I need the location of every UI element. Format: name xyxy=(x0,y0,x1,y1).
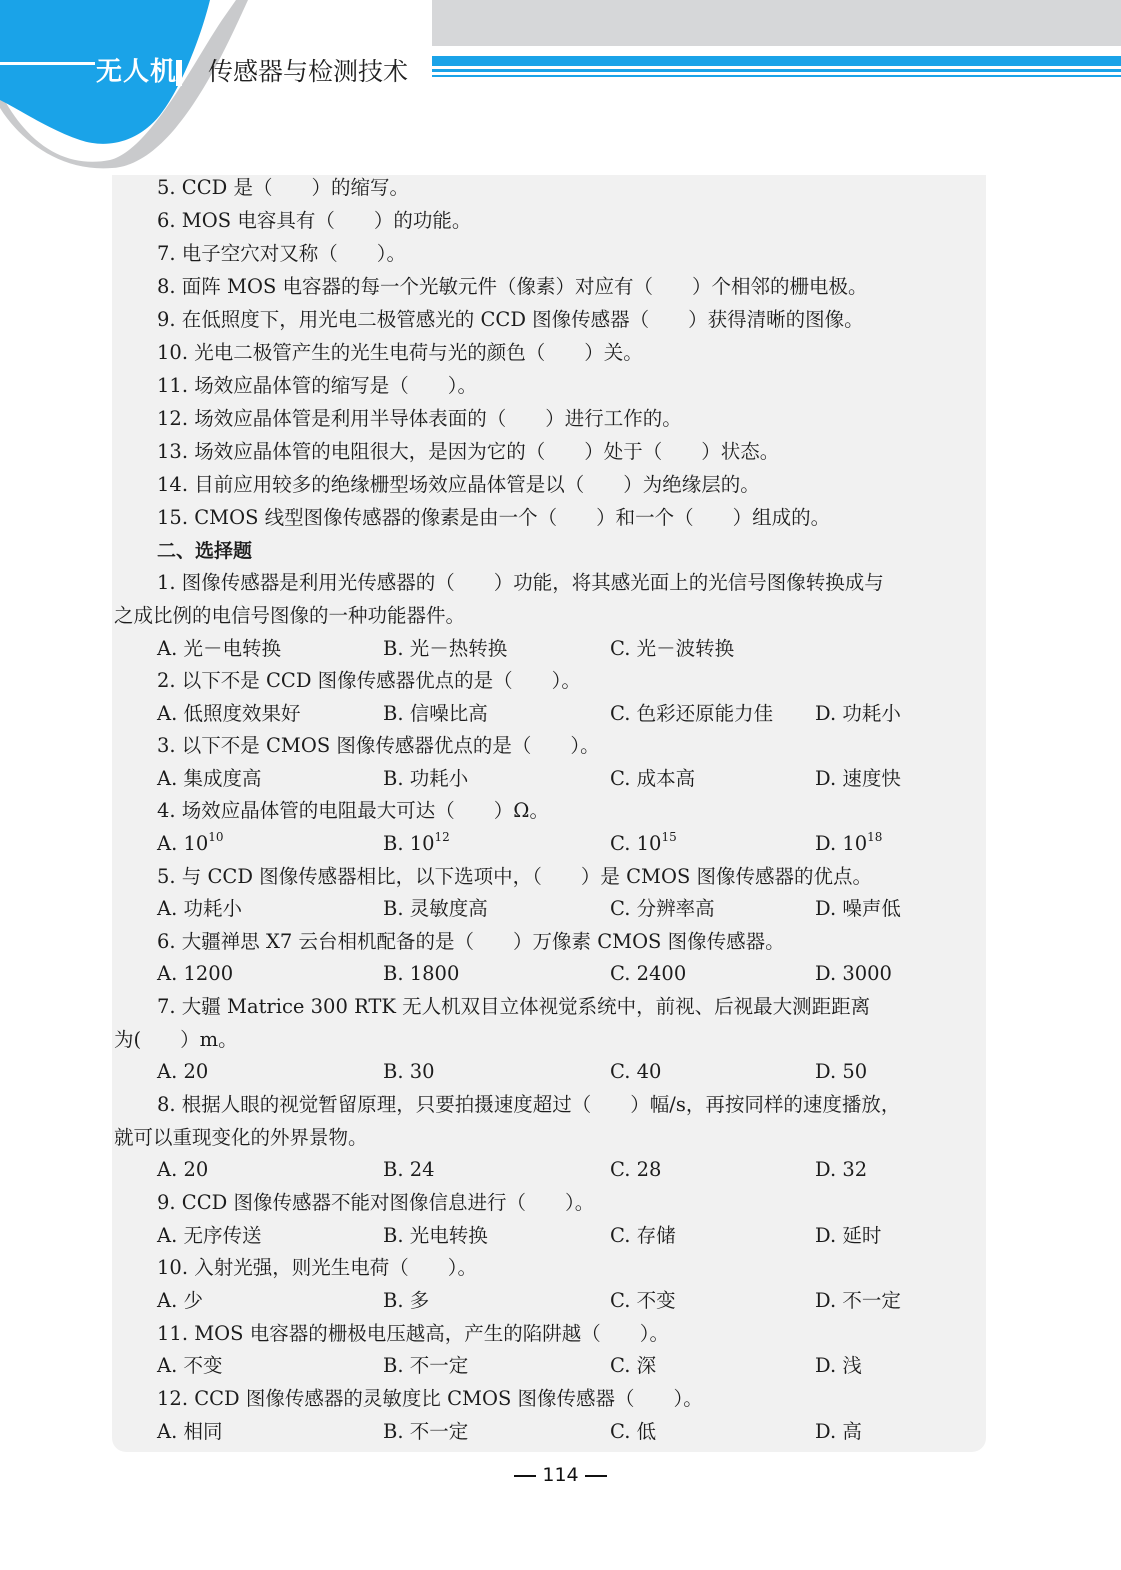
blank-question-15: 15. CMOS 线型图像传感器的像素是由一个（ ）和一个（ ）组成的。 xyxy=(157,506,831,529)
choice-4-option-c: C. $10^{15}$ xyxy=(610,830,677,855)
choice-11-option-a: A. 不变 xyxy=(157,1354,223,1377)
blank-question-12: 12. 场效应晶体管是利用半导体表面的（ ）进行工作的。 xyxy=(157,407,682,430)
blank-question-10: 10. 光电二极管产生的光生电荷与光的颜色（ ）关。 xyxy=(157,341,643,364)
blank-question-6: 6. MOS 电容具有（ ）的功能。 xyxy=(157,209,472,232)
choice-11-option-d: D. 浅 xyxy=(815,1354,862,1377)
choice-question-6-stem: 6. 大疆禅思 X7 云台相机配备的是（ ）万像素 CMOS 图像传感器。 xyxy=(157,930,785,953)
choice-1-option-b: B. 光－热转换 xyxy=(383,637,508,660)
page-number: 114 xyxy=(542,1464,579,1486)
choice-9-option-d: D. 延时 xyxy=(815,1224,882,1247)
choice-4-option-a: A. $10^{10}$ xyxy=(157,830,224,855)
choice-10-option-b: B. 多 xyxy=(383,1289,430,1312)
choice-10-option-a: A. 少 xyxy=(157,1289,203,1312)
blank-question-9: 9. 在低照度下，用光电二极管感光的 CCD 图像传感器（ ）获得清晰的图像。 xyxy=(157,308,864,331)
choice-question-2-stem: 2. 以下不是 CCD 图像传感器优点的是（ ）。 xyxy=(157,669,581,692)
choice-3-option-a: A. 集成度高 xyxy=(157,767,262,790)
choice-8-option-b: B. 24 xyxy=(383,1158,435,1181)
choice-1-option-a: A. 光－电转换 xyxy=(157,637,281,660)
choice-2-option-b: B. 信噪比高 xyxy=(383,702,488,725)
choice-9-option-c: C. 存储 xyxy=(610,1224,676,1247)
choice-12-option-b: B. 不一定 xyxy=(383,1420,469,1443)
choice-question-9-stem: 9. CCD 图像传感器不能对图像信息进行（ ）。 xyxy=(157,1191,595,1214)
choice-11-option-c: C. 深 xyxy=(610,1354,657,1377)
blank-question-5: 5. CCD 是（ ）的缩写。 xyxy=(157,176,409,199)
choice-3-option-c: C. 成本高 xyxy=(610,767,696,790)
section-title: 二、选择题 xyxy=(157,540,253,562)
choice-11-option-b: B. 不一定 xyxy=(383,1354,469,1377)
choice-9-option-a: A. 无序传送 xyxy=(157,1224,262,1247)
footer-dash-right xyxy=(585,1475,607,1477)
choice-question-1-stem: 1. 图像传感器是利用光传感器的（ ）功能，将其感光面上的光信号图像转换成与 xyxy=(157,571,884,594)
choice-2-option-c: C. 色彩还原能力佳 xyxy=(610,702,774,725)
choice-question-8-stem-cont: 就可以重现变化的外界景物。 xyxy=(114,1126,368,1149)
choice-5-option-b: B. 灵敏度高 xyxy=(383,897,488,920)
choice-8-option-a: A. 20 xyxy=(157,1158,209,1181)
choice-5-option-a: A. 功耗小 xyxy=(157,897,242,920)
page-footer xyxy=(0,1460,1121,1490)
choice-12-option-a: A. 相同 xyxy=(157,1420,223,1443)
book-series-badge: 无人机 xyxy=(96,57,178,87)
choice-question-5-stem: 5. 与 CCD 图像传感器相比，以下选项中，（ ）是 CMOS 图像传感器的优点。 xyxy=(157,865,873,888)
choice-question-8-stem: 8. 根据人眼的视觉暂留原理，只要拍摄速度超过（ ）幅/s，再按同样的速度播放， xyxy=(157,1093,901,1116)
choice-2-option-a: A. 低照度效果好 xyxy=(157,702,301,725)
choice-10-option-d: D. 不一定 xyxy=(815,1289,901,1312)
blank-question-13: 13. 场效应晶体管的电阻很大，是因为它的（ ）处于（ ）状态。 xyxy=(157,440,780,463)
choice-8-option-d: D. 32 xyxy=(815,1158,868,1181)
choice-6-option-a: A. 1200 xyxy=(157,962,234,985)
choice-9-option-b: B. 光电转换 xyxy=(383,1224,488,1247)
choice-5-option-d: D. 噪声低 xyxy=(815,897,901,920)
choice-12-option-c: C. 低 xyxy=(610,1420,657,1443)
choice-8-option-c: C. 28 xyxy=(610,1158,662,1181)
choice-question-4-stem: 4. 场效应晶体管的电阻最大可达（ ）Ω。 xyxy=(157,799,549,822)
choice-6-option-b: B. 1800 xyxy=(383,962,460,985)
choice-5-option-c: C. 分辨率高 xyxy=(610,897,715,920)
blank-question-7: 7. 电子空穴对又称（ ）。 xyxy=(157,242,407,265)
choice-question-12-stem: 12. CCD 图像传感器的灵敏度比 CMOS 图像传感器（ ）。 xyxy=(157,1387,703,1410)
choice-7-option-c: C. 40 xyxy=(610,1060,662,1083)
choice-10-option-c: C. 不变 xyxy=(610,1289,676,1312)
choice-question-10-stem: 10. 入射光强，则光生电荷（ ）。 xyxy=(157,1256,477,1279)
exponent: 18 xyxy=(867,830,883,844)
choice-6-option-c: C. 2400 xyxy=(610,962,687,985)
choice-question-7-stem-cont: 为( ）m。 xyxy=(114,1028,238,1051)
choice-3-option-d: D. 速度快 xyxy=(815,767,901,790)
page-header xyxy=(0,0,1121,170)
choice-7-option-b: B. 30 xyxy=(383,1060,435,1083)
exponent: 15 xyxy=(661,830,677,844)
exponent: 10 xyxy=(208,830,224,844)
choice-7-option-a: A. 20 xyxy=(157,1060,209,1083)
choice-12-option-d: D. 高 xyxy=(815,1420,862,1443)
choice-6-option-d: D. 3000 xyxy=(815,962,892,985)
choice-question-3-stem: 3. 以下不是 CMOS 图像传感器优点的是（ ）。 xyxy=(157,734,600,757)
footer-dash-left xyxy=(514,1475,536,1477)
choice-question-7-stem: 7. 大疆 Matrice 300 RTK 无人机双目立体视觉系统中，前视、后视最大测距距离 xyxy=(157,995,871,1018)
choice-3-option-b: B. 功耗小 xyxy=(383,767,469,790)
choice-1-option-c: C. 光－波转换 xyxy=(610,637,735,660)
choice-4-option-d: D. $10^{18}$ xyxy=(815,830,883,855)
exponent: 12 xyxy=(434,830,450,844)
choice-2-option-d: D. 功耗小 xyxy=(815,702,901,725)
choice-question-1-stem-cont: 之成比例的电信号图像的一种功能器件。 xyxy=(114,604,466,627)
blank-question-8: 8. 面阵 MOS 电容器的每一个光敏元件（像素）对应有（ ）个相邻的栅电极。 xyxy=(157,275,868,298)
choice-7-option-d: D. 50 xyxy=(815,1060,868,1083)
blank-question-14: 14. 目前应用较多的绝缘栅型场效应晶体管是以（ ）为绝缘层的。 xyxy=(157,473,760,496)
choice-question-11-stem: 11. MOS 电容器的栅极电压越高，产生的陷阱越（ ）。 xyxy=(157,1322,669,1345)
book-title: 传感器与检测技术 xyxy=(208,57,409,86)
choice-4-option-b: B. $10^{12}$ xyxy=(383,830,450,855)
blank-question-11: 11. 场效应晶体管的缩写是（ ）。 xyxy=(157,374,477,397)
